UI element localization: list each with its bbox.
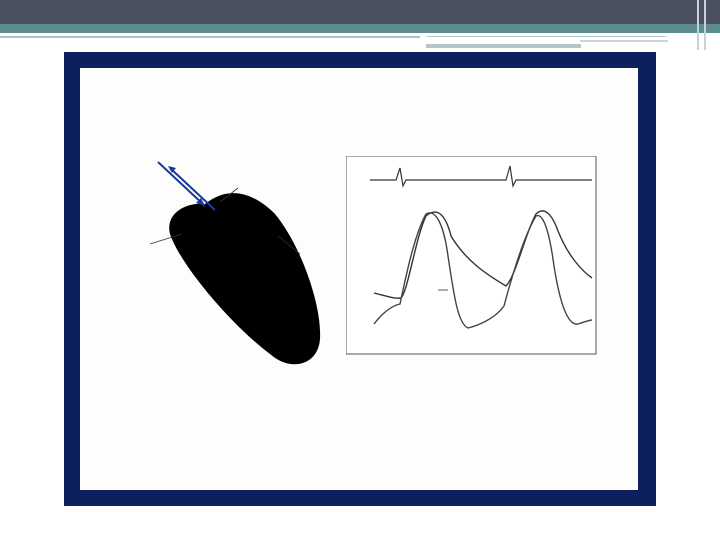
decor-line	[580, 40, 668, 42]
accent-bar	[0, 24, 720, 33]
outflow-arrow	[170, 168, 215, 210]
figure-panel	[80, 68, 638, 490]
top-bar	[0, 0, 720, 24]
inflow-arrow	[158, 162, 205, 206]
decor-line	[697, 0, 699, 50]
lv-heart-diagram	[110, 154, 350, 374]
decor-line	[0, 36, 420, 38]
decor-line	[426, 36, 666, 37]
decor-line	[704, 0, 706, 50]
plot-frame	[346, 156, 596, 354]
pressure-waveform-plot	[346, 156, 598, 356]
decor-line	[426, 44, 581, 48]
